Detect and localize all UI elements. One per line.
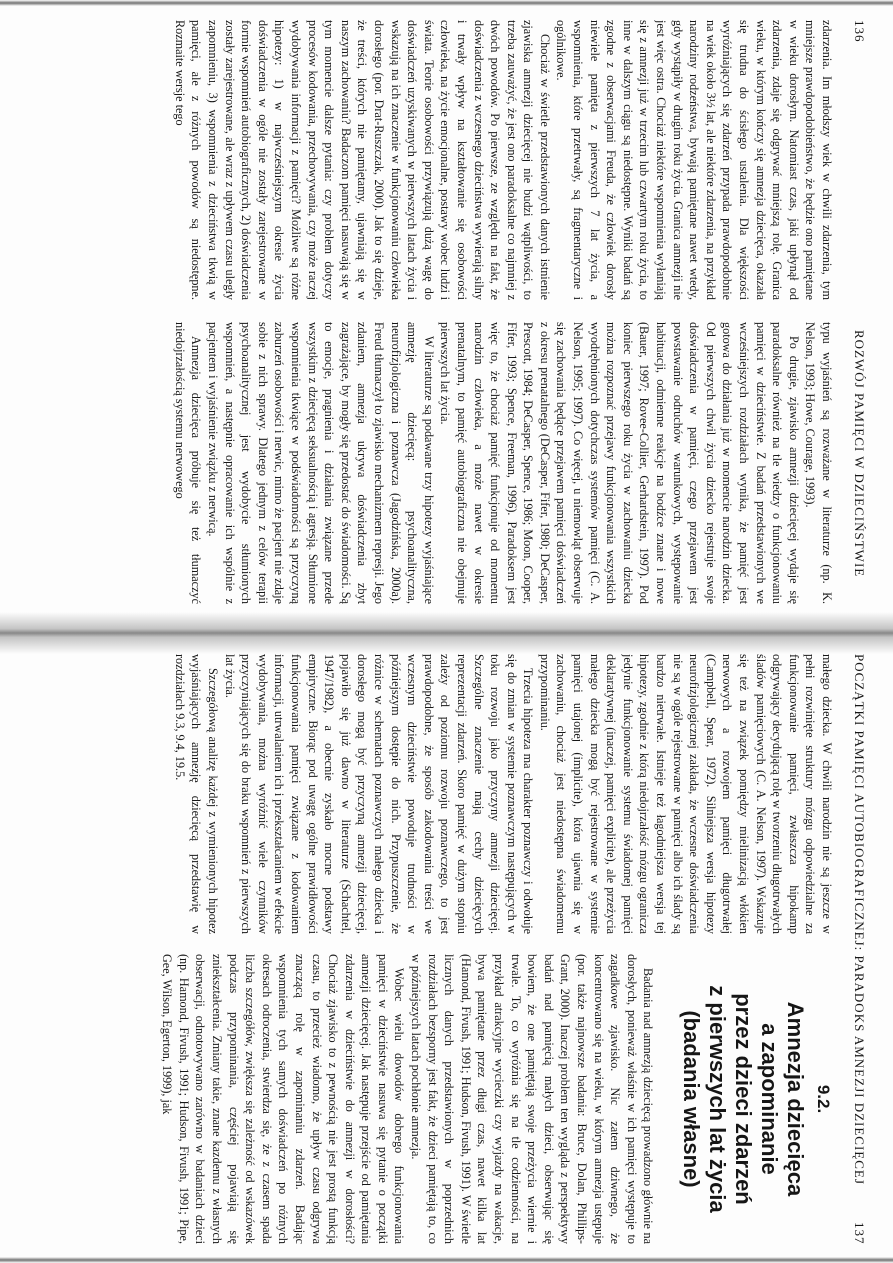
chapter-title-line: z pierwszych lat życia <box>705 985 731 1213</box>
paragraph: Wobec wielu dowodów dobrego funkcjonowania pamięci w dzieciństwie nasuwa się pytanie o początki amnezji dziecięcej. Jak następuje przejście od pamiętania zdarzenia w dzieciństwie do amnezji w dorosłości? Chociaż zjawisko to z pewnością nie jest prostą funkcją czasu, to przecież wiadomo, że upływ czasu odgrywa znaczącą rolę w zapominaniu zdarzeń. Badając wspomnienia tych samych doświadczeń po różnych okresach odroczenia, stwierdza się, że z czasem spada liczba szczegółów, zwiększa się zależność od wskazówek podczas przypominania, częściej pojawiają się zniekształcenia. Zmiany takie, znane kazdemu z własnych obserwacji, odnotowywano zarówno w badaniach dzieci (np. Hamond, Fivush, 1991; Hudson, Fivush, 1991; Pipe, Gee, Wilson, Egerton, 1999), jak <box>160 954 407 1244</box>
paragraph: Trzecia hipoteza ma charakter poznawczy i odwołuje się do zmian w systemie poznawczym następujących w toku rozwoju jako przyczyny amnezji dziecięcej. Szczególne znaczenie mają cechy dziecięcych reprezentacji zdarzeń. Skoro pamięć w dużym stopniu zależy od poziomu rozwoju poznawczego, to jest prawdopodobne, że sposób zakodowania treści we wczesnym dzieciństwie powoduje trudności w późniejszym dostępie do nich. Przypuszczenie, że różnice w schematach poznawczych małego dziecka i dorosłego mogą być przyczyną amnezji dziecięcej, pojawiło się już dawno w literaturze (Schachtel, 1947/1982), a obecnie zyskało mocne podstawy empiryczne. Biorąc pod uwagę ogólne prawidłowości funkcjonowania pamięci związane z kodowaniem informacji, utrwalaniem ich i przekształcaniem w efekcie wydobywania, można wyróżnić wiele czynników przyczyniających się do braku wspomnień z pierwszych lat życia. <box>222 654 536 934</box>
page-number-right: 137 <box>852 1222 867 1245</box>
scan-edge-shadow <box>0 0 893 6</box>
paragraph: Po drugie, zjawisko amnezji dziecięcej wydaje się paradoksalne również na tle wiedzy o funkcjonowaniu pamięci w dzieciństwie. Z badań przedstawionych we wcześniejszych rozdziałach wynika, że pamięć jest gotowa do działania już w momencie narodzin dziecka. Od pierwszych chwil życia dziecko rejestruje swoje doświadczenia w pamięci, czego przejawem jest powstawanie odruchów warunkowych, występowanie habituacji, odmienne reakcje na bodźce znane i nowe (Bauer, 1997; Rovee-Collier, Gerhardstein, 1997). Pod koniec pierwszego roku życia w zachowaniu dziecka można rozpoznać przejawy funkcjonowania wszystkich wyodrębnionych dotychczas systemów pamięci (C. A. Nelson, 1995; 1997). Co więcej, u niemowląt obserwuje się zachowania będące przejawem pamięci doświadczeń z okresu prenatalnego (DeCasper, Fifer, 1980; DeCasper, Prescott, 1984; DeCasper, Spence, 1986; Moon, Cooper, Fifer, 1993; Spence, Freeman, 1996). Paradoksem jest więc to, że chociaż pamięć funkcjonuje od momentu narodzin człowieka, a może nawet w okresie prenatalnym, to pamięć autobiograficzna nie obejmuje pierwszych lat życia. <box>438 322 801 604</box>
paragraph: Szczegółową analizę każdej z wymienionych hipotez wyjaśniających amnezję dziecięcą przedstawię w rozdziałach 9.3, 9.4, 19.5. <box>172 654 221 934</box>
right-page-column-1 <box>0 654 835 934</box>
paragraph: zdarzenia. Im młodszy wiek w chwili zdarzenia, tym mniejsze prawdopodobieństwo, że będzie ono pamiętane w wieku dorosłym. Natomiast czas, jaki upłynął od zdarzenia, zdaje się odgrywać mniejszą rolę. Granica wieku, w którym kończy się amnezja dziecięca, okazała się trudna do ścisłego ustalenia. Dla większości wyróżniających się zdarzeń przypada prawdopodobnie na wiek około 3½ lat, ale niektóre zdarzenia, na przykład narodziny rodzeństwa, bywają pamiętane nawet wtedy, gdy wystąpiły w drugim roku życia. Granica amnezji nie jest więc ostra. Chociaż niektóre wspomnienia wyłaniają się z amnezji już w trzecim lub czwartym roku życia, to inne w dalszym ciągu są niedostępne. Wyniki badań są zgodne z obserwacjami Freuda, że człowiek dorosły niewiele pamięta z pierwszych 7 lat życia, a wspomnienia, które przetrwały, są fragmentaryczne i ogólnikowe. <box>554 20 834 300</box>
right-page-column-2 <box>0 954 835 1244</box>
chapter-title-line: Amnezja dziecięca <box>783 1001 809 1197</box>
paragraph: typu wyjaśnień są rozważane w literaturze (np. K. Nelson, 1993; Howe, Courage, 1993). <box>803 322 834 604</box>
left-page-column-1 <box>0 20 835 300</box>
running-head-left: ROZWÓJ PAMIĘCI W DZIECIŃSTWIE <box>852 330 867 578</box>
chapter-number: 9.2. <box>814 1084 833 1114</box>
paragraph: małego dziecka. W chwili narodzin nie są jeszcze w pełni rozwinięte struktury mózgu odpowiedzialne za funkcjonowanie pamięci, zwłaszcza hipokamp odgrywający decydującą rolę w tworzeniu długotrwałych śladów pamięciowych (C. A. Nelson, 1997). Wskazuje się też na związek pomiędzy mielinizacją włókien nerwowych a rozwojem pamięci długotrwałej (Campbell, Spear, 1972). Silniejsza wersja hipotezy neurofizjologicznej zakłada, że wczesne doświadczenia nie są w ogóle rejestrowane w pamięci albo ich ślady są bardzo nietrwałe. Istnieje też łagodniejsza wersja tej hipotezy, zgodnie z którą niedojrzałość mózgu ogranicza jedynie funkcjonowanie systemu świadomej pamięci deklaratywnej (inaczej, pamięci explicite), ale przeżycia małego dziecka mogą być rejestrowane w systemie pamięci utajonej (implicite), która ujawnia się w zachowaniu, chociaż jest niedostępna świadomemu przypominaniu. <box>537 654 834 934</box>
paragraph: Badania nad amnezją dziecięcą prowadzono głównie na dorosłych, ponieważ właśnie w ich pamięci występuje to zagadkowe zjawisko. Nic zatem dziwnego, że koncentrowano się na wieku, w którym amnezja ustępuje (por. także najnowsze badania: Bruce, Dolan, Phillips-Grant, 2000). Inaczej problem ten wygląda z perspektywy badań nad pamięcią małych dzieci, obserwując się bowiem, że one pamiętają swoje przeżycia wiernie i trwale. To, co wyróżnia się na tle codzienności, na przykład atrakcyjne wycieczki czy wyjazdy na wakacje, bywa pamiętane przez długi czas, nawet kilka lat (Hamond, Fivush, 1991; Hudson, Fivush, 1991). W świetle licznych danych przedstawionych w poprzednich rozdziałach bezsporny jest fakt, że dzieci pamiętają to, co w późniejszych latach pochłonie amnezja. <box>409 954 656 1244</box>
running-head-right: POCZĄTKI PAMIĘCI AUTOBIOGRAFICZNEJ: PARADOKS AMNEZJI DZIECIĘCEJ <box>852 654 867 1185</box>
scan-edge-shadow <box>0 1257 893 1263</box>
chapter-title <box>678 954 808 1244</box>
left-page-column-2 <box>0 322 835 604</box>
chapter-title-line: przez dzieci zdarzeń <box>731 993 757 1205</box>
chapter-title-line: (badania własne) <box>679 1010 705 1188</box>
paragraph: Amnezja dziecięca próbuje się też tłumaczyć niedojrzałością systemu nerwowego <box>172 322 204 604</box>
paragraph: W literaturze są podawane trzy hipotezy wyjaśniające amnezję dziecięcą: psychoanalityczna, neurofizjologiczna i poznawcza (Jagodzińska, 2000a). Freud tłumaczył to zjawisko mechanizmem represji. Jego zdaniem, amnezja ukrywa doświadczenia zbyt zagrażające, by mogły się przedostać do świadomości. Są to emocje, pragnienia i działania związane przede wszystkim z dziecięcą seksualnością i agresją. Stłumione wspomnienia tkwiące w podświadomości są przyczyną zaburzeń osobowości i nerwic, mimo że pacjent nie zdaje sobie z nich sprawy. Dlatego jednym z celów terapii psychoanalitycznej jest wydobycie stłumionych wspomnień, a następnie opracowanie ich wspólnie z pacjentem i wyjaśnienie związku z nerwicą. <box>206 322 436 604</box>
paragraph: Chociaż w świetle przedstawionych danych istnienie zjawiska amnezji dziecięcej nie budzi wątpliwości, to trzeba zauważyć, że jest ono paradoksalne co najmniej z dwóch powodów. Po pierwsze, ze względu na fakt, że doświadczenia z wczesnego dzieciństwa wywierają silny i trwały wpływ na kształtowanie się osobowości człowieka, na życie emocjonalne, postawy wobec ludzi i świata. Teorie osobowości przywiązują dużą wagę do doświadczeń uzyskiwanych w pierwszych latach życia i wskazują na ich znaczenie w funkcjonowaniu człowieka dorosłego (por. Drat-Ruszczak, 2000). Jak to się dzieje, że treści, których nie pamiętamy, ujawniają się w naszym zachowaniu? Badaczom pamięci nasuwają się w tym momencie dalsze pytania: czy problem dotyczy procesów kodowania, przechowywania, czy może raczej wydobywania informacji z pamięci? Możliwe są różne hipotezy: 1) w najwcześniejszym okresie życia doświadczenia w ogóle nie zostały zarejestrowane w formie wspomnień autobiograficznych, 2) doświadczenia zostały zarejestrowane, ale wraz z upływem czasu uległy zapomnieniu, 3) wspomnienia z dzieciństwa tkwią w pamięci, ale z różnych powodów są niedostępne. Rozmaite wersje tego <box>172 20 552 300</box>
page-137 <box>0 632 893 1263</box>
chapter-title-line: a zapominanie <box>757 1023 783 1175</box>
page-number-left: 136 <box>852 20 867 43</box>
